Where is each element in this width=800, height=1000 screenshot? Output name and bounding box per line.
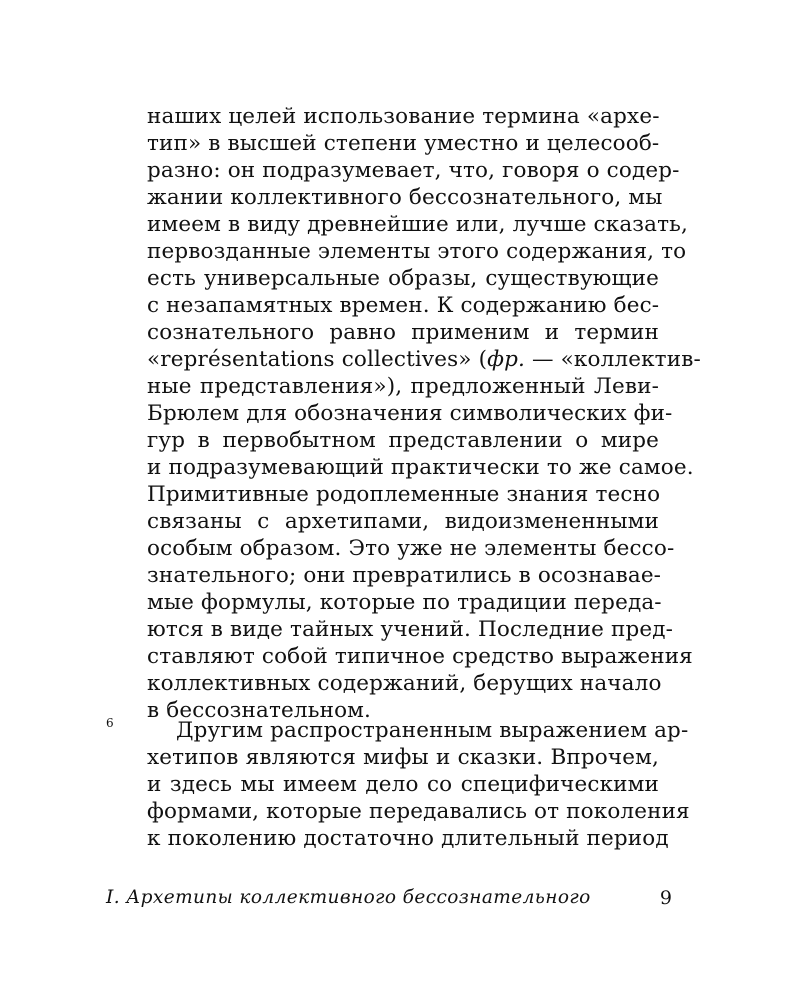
page-number: 9 [659, 887, 672, 909]
text-line-with-italic: «représentations collectives» (фр. — «коллектив- [147, 347, 701, 372]
text-line: ются в виде тайных учений. Последние пред- [147, 617, 674, 642]
text-line: гур в первобытном представлении о мире [147, 428, 659, 453]
text-line: знательного; они превратились в осознавае- [147, 563, 662, 588]
text-line: первозданные элементы этого содержания, то [147, 239, 687, 264]
text-line: наших целей использование термина «архе- [147, 104, 660, 129]
text-line: формами, которые передавались от поколения [147, 799, 690, 824]
text-line: есть универсальные образы, существующие [147, 266, 659, 291]
text-line: ставляют собой типичное средство выражения [147, 644, 693, 669]
running-title: I. Архетипы коллективного бессознательного [106, 887, 591, 908]
text-line: разно: он подразумевает, что, говоря о содер- [147, 158, 680, 183]
margin-paragraph-number: 6 [106, 716, 114, 730]
text-line: жании коллективного бессознательного, мы [147, 185, 663, 210]
text-line: хетипов являются мифы и сказки. Впрочем, [147, 745, 659, 770]
text-line: в бессознательном. [147, 698, 372, 723]
text-line: мые формулы, которые по традиции переда- [147, 590, 662, 615]
text-line: особым образом. Это уже не элементы бессо- [147, 536, 675, 561]
text-line: тип» в высшей степени уместно и целесооб- [147, 131, 660, 156]
text-line: сознательного равно применим и термин [147, 320, 659, 345]
text-line: и подразумевающий практически то же самое. [147, 455, 694, 480]
text-line: Брюлем для обозначения символических фи- [147, 401, 673, 426]
italic-abbreviation: фр. [487, 347, 525, 372]
text-line: связаны с архетипами, видоизмененными [147, 509, 659, 534]
text-line: имеем в виду древнейшие или, лучше сказать, [147, 212, 689, 237]
text-line: Другим распространенным выражением ар- [176, 718, 689, 743]
text-line: Примитивные родоплеменные знания тесно [147, 482, 661, 507]
text-line: с незапамятных времен. К содержанию бес- [147, 293, 660, 318]
text-line: и здесь мы имеем дело со специфическими [147, 772, 659, 797]
text-line: коллективных содержаний, берущих начало [147, 671, 662, 696]
text-line: ные представления»), предложенный Леви- [147, 374, 659, 399]
text-line: к поколению достаточно длительный период [147, 826, 669, 851]
